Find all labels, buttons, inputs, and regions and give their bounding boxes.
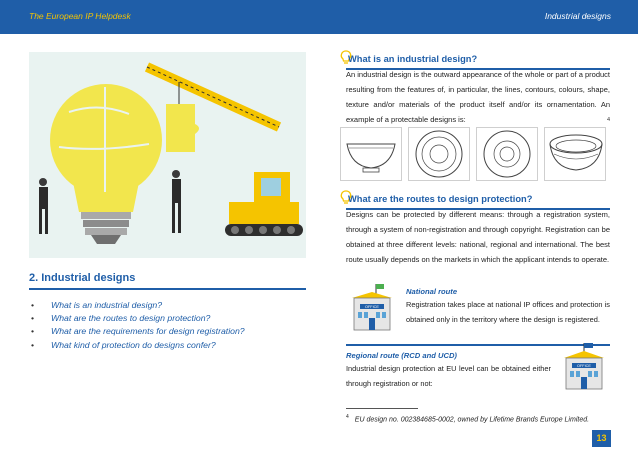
regional-route-title: Regional route (RCD and UCD) (346, 351, 457, 360)
bowl-top-view (408, 127, 470, 181)
section-title: 2. Industrial designs (29, 272, 136, 284)
eu-office-building-icon (558, 341, 610, 393)
lightbulb-crane-illustration (29, 52, 306, 258)
bowl-bottom-icon (477, 128, 537, 180)
office-building-icon (346, 282, 398, 334)
toc-list (29, 299, 245, 352)
toc-item[interactable]: • What kind of protection do designs confer? (29, 339, 245, 352)
bowl-side-view (340, 127, 402, 181)
regional-route-text: Industrial design protection at EU level can be obtained either through registration or not: (346, 364, 551, 388)
footnote-ref: 4 (607, 117, 611, 123)
header-right-title: Industrial designs (544, 11, 611, 21)
header-bar (0, 0, 638, 34)
q2-text: Designs can be protected by different means: through a registration system, through a system of non-registration and through copyright. Registration can be obtained at three different levels: national, regional and international. The best route usually depends on the markets in which the applicant intends to operate. (346, 210, 610, 264)
footnote-number: 4 (346, 414, 349, 420)
footnote (346, 414, 589, 423)
illustration-lightbulb-crane (29, 52, 306, 258)
office-sign: OFFICE (577, 364, 591, 368)
toc-item[interactable]: • What is an industrial design? (29, 299, 245, 312)
bullet: • (31, 300, 35, 310)
toc-item[interactable]: • What are the requirements for design registration? (29, 325, 245, 338)
section-divider (29, 288, 306, 290)
bowl-bottom-view (476, 127, 538, 181)
national-route-title: National route (406, 287, 458, 296)
bowl-side-icon (341, 128, 401, 180)
page-number: 13 (592, 430, 611, 447)
header-left-title: The European IP Helpdesk (29, 11, 131, 21)
bullet: • (31, 339, 35, 350)
bowl-perspective-view (544, 127, 606, 181)
bullet: • (31, 313, 35, 324)
bowl-top-icon (409, 128, 469, 180)
office-sign: OFFICE (365, 305, 379, 309)
q1-title: What is an industrial design? (348, 54, 478, 64)
toc-item[interactable]: • What are the routes to design protection? (29, 312, 245, 325)
bowl-perspective-icon (545, 128, 607, 180)
footnote-rule (346, 408, 418, 409)
q2-title: What are the routes to design protection? (348, 194, 533, 204)
bullet: • (31, 326, 35, 337)
design-examples (340, 127, 608, 181)
q1-text: An industrial design is the outward appearance of the whole or part of a product resulting from the features of, in particular, the lines, contours, colours, shape, texture and/or materials of the product itself and/or its ornamentation. An example of a protectable designs is: (346, 70, 610, 124)
national-route-text: Registration takes place at national IP offices and protection is obtained only in the territory where the design is registered. (406, 300, 610, 324)
footnote-text: EU design no. 002384685-0002, owned by Lifetime Brands Europe Limited. (354, 416, 590, 424)
